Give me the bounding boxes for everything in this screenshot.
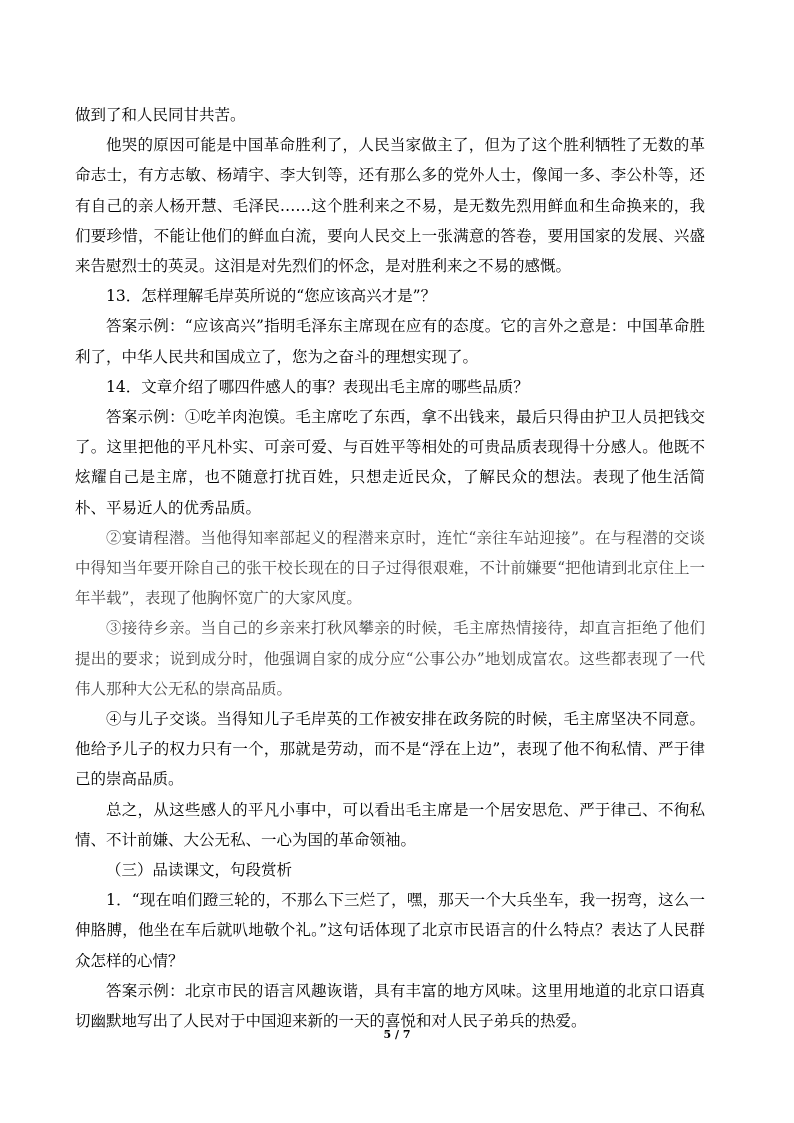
paragraph-continuation: 做到了和人民同甘共苦。 xyxy=(75,106,246,124)
answer-section-3-1: 答案示例：北京市民的语言风趣诙谐，具有丰富的地方风味。这里用地道的北京口语真切幽默地写出了人民对于中国迎来新的一天的喜悦和对人民子弟兵的热爱。 xyxy=(75,981,705,1031)
answer-14-item-1: 答案示例：①吃羊肉泡馍。毛主席吃了东西，拿不出钱来，最后只得由护卫人员把钱交了。这里把他的平凡朴实、可亲可爱、与百姓平等相处的可贵品质表现得十分感人。他既不炫耀自己是主席，也不随意打扰百姓，只想走近民众，了解民众的想法。表现了他生活简朴、平易近人的优秀品质。 xyxy=(75,408,705,517)
answer-14-item-4: ④与儿子交谈。当得知儿子毛岸英的工作被安排在政务院的时候，毛主席坚决不同意。他给予儿子的权力只有一个，那就是劳动，而不是“浮在上边”，表现了他不徇私情、严于律己的崇高品质。 xyxy=(75,710,705,789)
section-heading-3: （三）品读课文，句段赏析 xyxy=(106,861,293,880)
answer-13: 答案示例：“应该高兴”指明毛泽东主席现在应有的态度。它的言外之意是：中国革命胜利了，中华人民共和国成立了，您为之奋斗的理想实现了。 xyxy=(75,317,705,366)
document-body xyxy=(75,100,705,1036)
paragraph-crying-reason: 他哭的原因可能是中国革命胜利了，人民当家做主了，但为了这个胜利牺牲了无数的革命志士，有方志敏、杨靖宇、李大钊等，还有那么多的党外人士，像闻一多、李公朴等，还有自己的亲人杨开慧、毛泽民……这个胜利来之不易，是无数先烈用鲜血和生命换来的，我们要珍惜，不能让他们的鲜血白流，要向人民交上一张满意的答卷，要用国家的发展、兴盛来告慰烈士的英灵。这泪是对先烈们的怀念，是对胜利来之不易的感慨。 xyxy=(75,136,705,276)
answer-14-item-2: ②宴请程潜。当他得知率部起义的程潜来京时，连忙“亲往车站迎接”。在与程潜的交谈中得知当年要开除自己的张干校长现在的日子过得很艰难，不计前嫌要“把他请到北京住上一年半载”，表现了他胸怀宽广的大家风度。 xyxy=(75,528,705,608)
question-13: 13．怎样理解毛岸英所说的“您应该高兴才是”？ xyxy=(106,287,437,306)
answer-14-item-3: ③接待乡亲。当自己的乡亲来打秋风攀亲的时候，毛主席热情接待，却直言拒绝了他们提出的要求；说到成分时，他强调自家的成分应“公事公办”地划成富农。这些都表现了一代伟人那种大公无私的崇高品质。 xyxy=(75,619,705,698)
question-section-3-1: 1．“现在咱们蹬三轮的，不那么下三烂了，嘿，那天一个大兵坐车，我一拐弯，这么一伸胳膊，他坐在车后就叭地敬个礼。”这句话体现了北京市民语言的什么特点？表达了人民群众怎样的心情？ xyxy=(75,891,705,970)
page-number: 5 / 7 xyxy=(383,1028,411,1041)
answer-14-summary: 总之，从这些感人的平凡小事中，可以看出毛主席是一个居安思危、严于律己、不徇私情、不计前嫌、大公无私、一心为国的革命领袖。 xyxy=(75,800,705,849)
question-14: 14．文章介绍了哪四件感人的事？表现出毛主席的哪些品质？ xyxy=(106,377,529,396)
